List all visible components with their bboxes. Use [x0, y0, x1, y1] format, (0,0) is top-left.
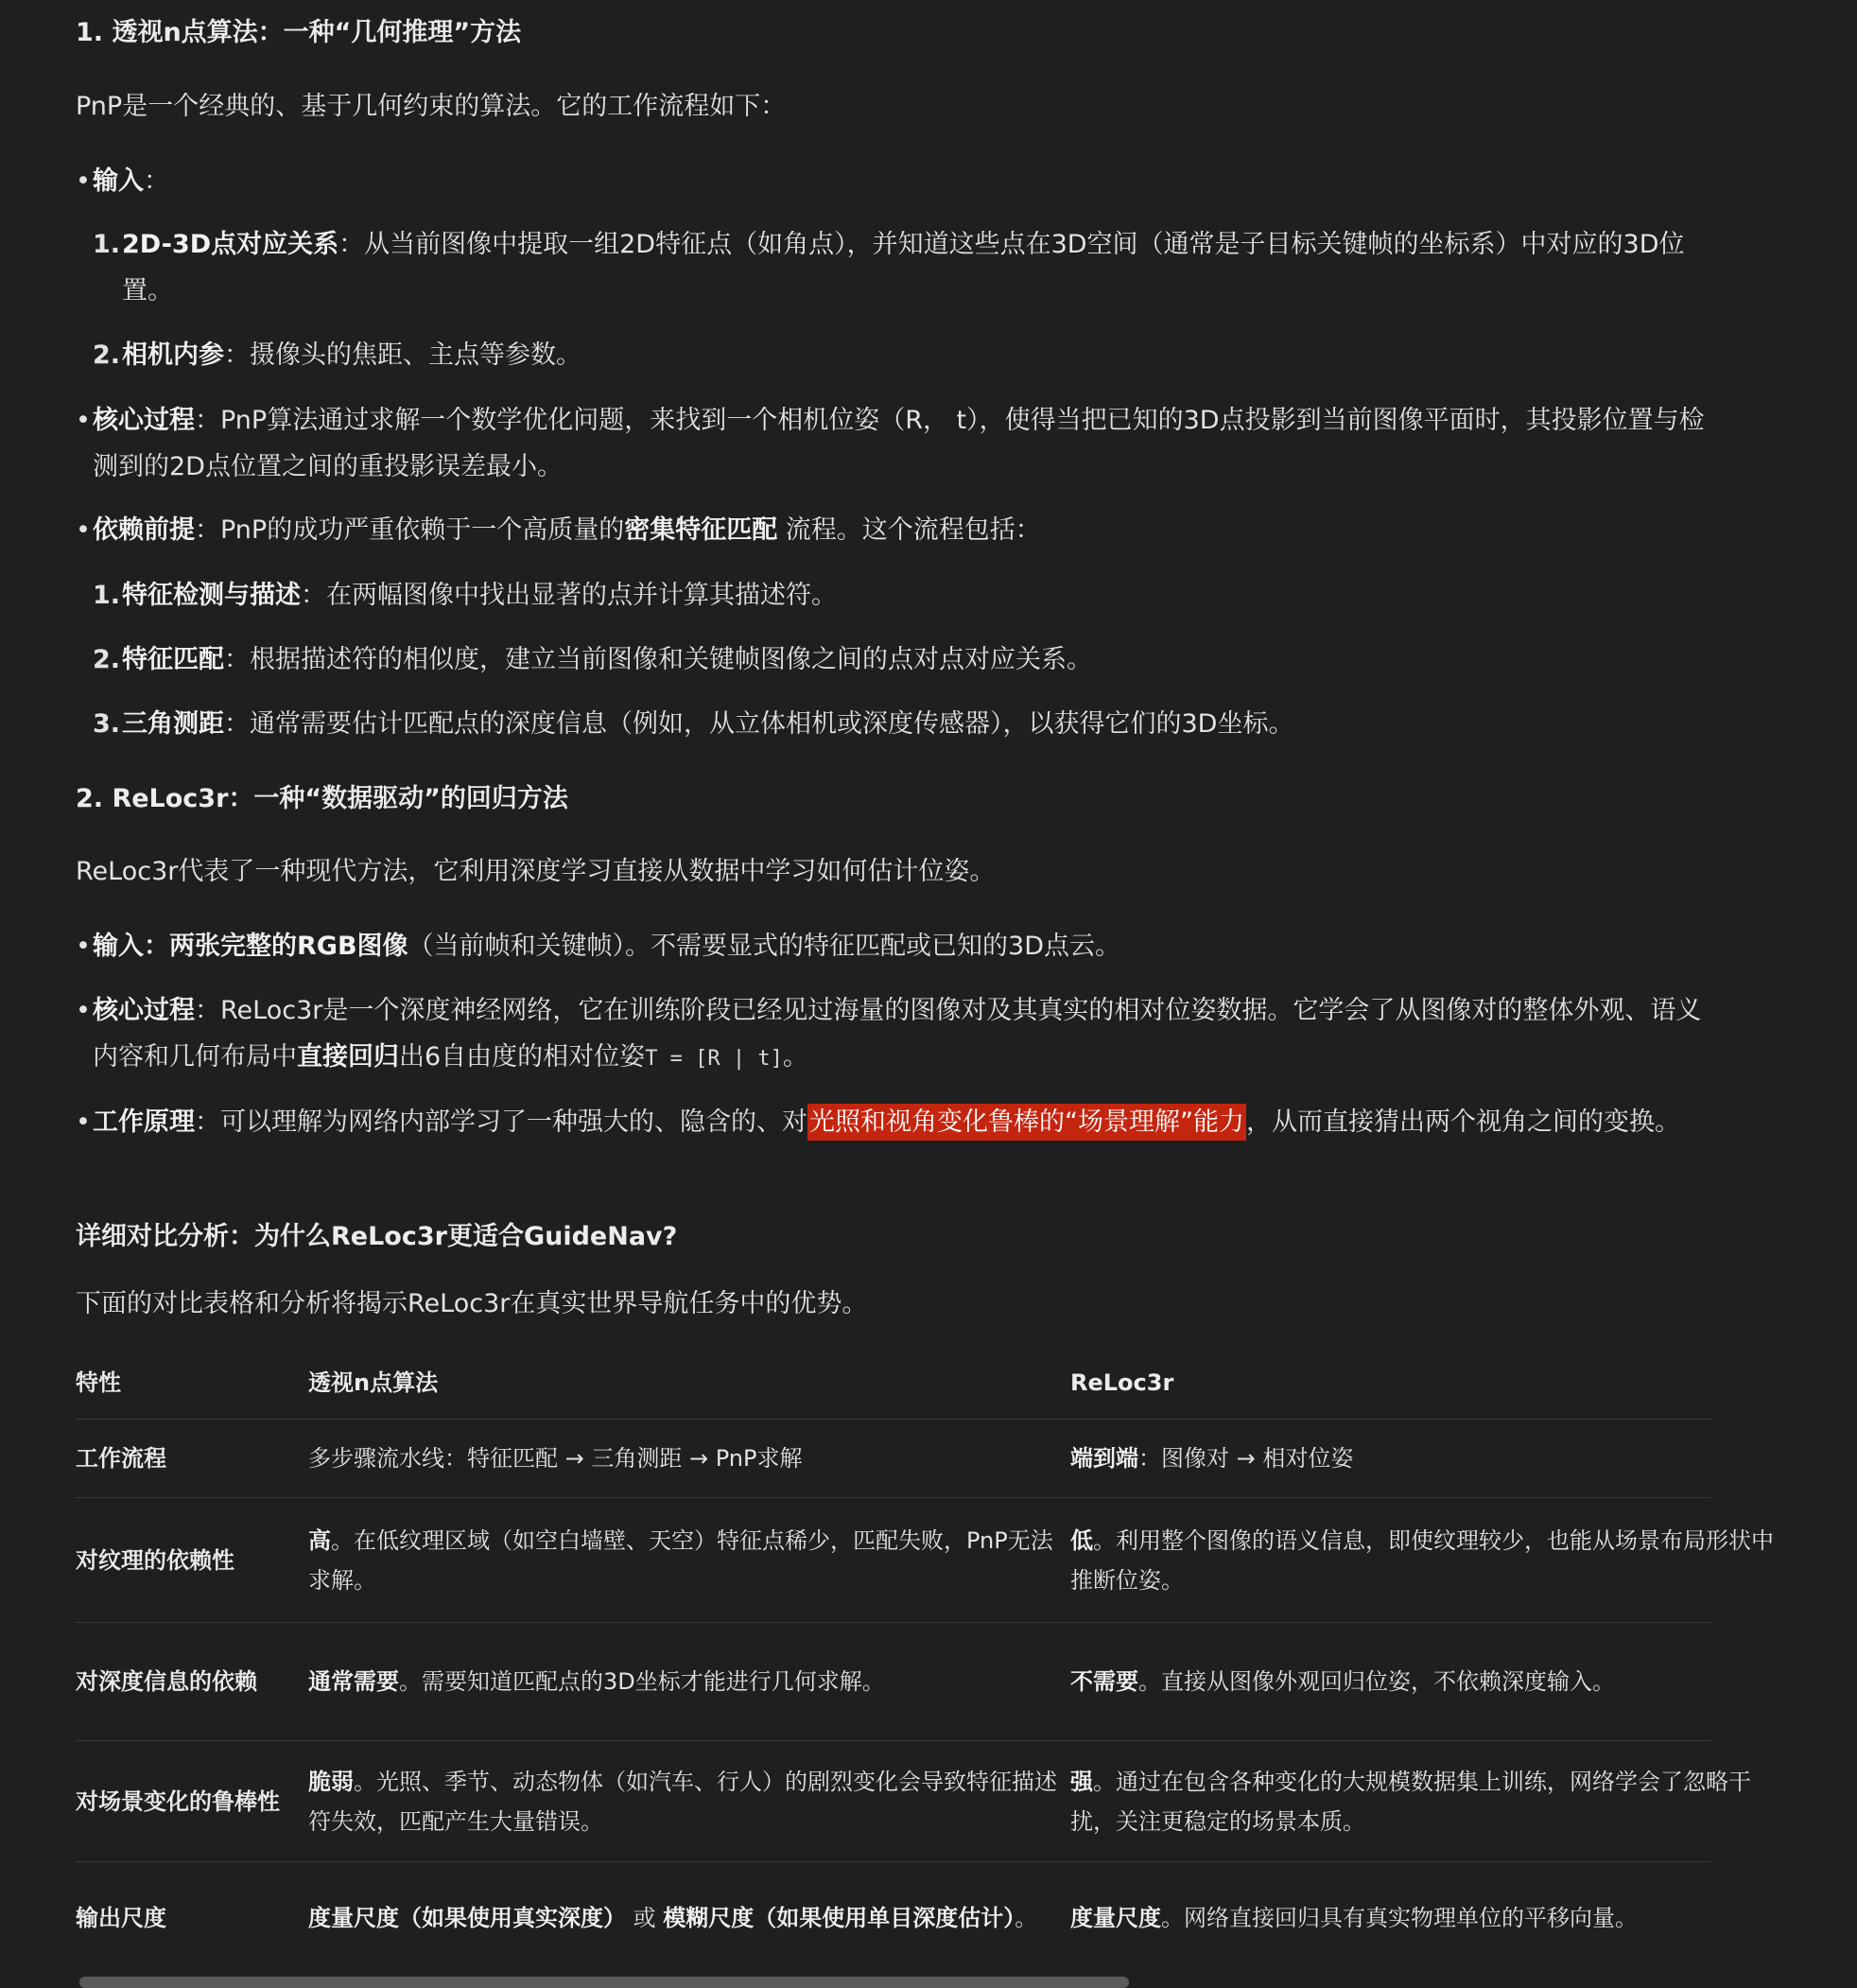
comparison-table — [76, 1347, 1774, 1974]
table-row — [76, 1498, 1774, 1623]
table-cell: 端到端：图像对 → 相对位姿 — [1070, 1445, 1354, 1472]
list-item: 2. 特征匹配：根据描述符的相似度，建立当前图像和关键帧图像之间的点对点对应关系。 — [93, 645, 1092, 674]
table-cell: 度量尺度（如果使用真实深度） 或 模糊尺度（如果使用单目深度估计）。 — [308, 1905, 1038, 1931]
section-heading-reloc3r: 2. ReLoc3r：一种“数据驱动”的回归方法 — [76, 784, 568, 813]
bullet-input: • 输入：两张完整的RGB图像（当前帧和关键帧）。不需要显式的特征匹配或已知的3D点云。 — [76, 923, 1711, 969]
table-cell: 低。利用整个图像的语义信息，即使纹理较少，也能从场景布局形状中推断位姿。 — [1070, 1526, 1774, 1594]
table-cell: 对纹理的依赖性 — [76, 1546, 234, 1574]
table-cell: 度量尺度。网络直接回归具有真实物理单位的平移向量。 — [1070, 1905, 1638, 1931]
horizontal-scrollbar[interactable] — [79, 1977, 1129, 1988]
table-header-row — [76, 1347, 1711, 1420]
table-row — [76, 1420, 1711, 1498]
table-cell: 输出尺度 — [76, 1905, 166, 1931]
list-item: 2. 相机内参：摄像头的焦距、主点等参数。 — [93, 340, 581, 370]
table-cell: 不需要。直接从图像外观回归位姿，不依赖深度输入。 — [1070, 1668, 1615, 1695]
paragraph-reloc3r-intro: ReLoc3r代表了一种现代方法，它利用深度学习直接从数据中学习如何估计位姿。 — [76, 857, 996, 886]
text-highlight-selection[interactable]: 光照和视角变化鲁棒的“场景理解”能力 — [807, 1104, 1246, 1141]
list-item: 3. 三角测距：通常需要估计匹配点的深度信息（例如，从立体相机或深度传感器），以获得它们的3D坐标。 — [93, 709, 1294, 739]
section-heading-comparison: 详细对比分析：为什么ReLoc3r更适合GuideNav? — [76, 1222, 678, 1251]
bullet-core-process: • 核心过程：ReLoc3r是一个深度神经网络，它在训练阶段已经见过海量的图像对及其真实的相对位姿数据。它学会了从图像对的整体外观、语义内容和几何布局中直接回归出6自由度的相对位姿T = [R | t]。 — [76, 987, 1711, 1082]
list-item: 1. 2D-3D点对应关系：从当前图像中提取一组2D特征点（如角点），并知道这些点在3D空间（通常是子目标关键帧的坐标系）中对应的3D位置。 — [93, 230, 1685, 305]
bullet-working-principle: • 工作原理：可以理解为网络内部学习了一种强大的、隐含的、对光照和视角变化鲁棒的“场景理解”能力，从而直接猜出两个视角之间的变换。 — [76, 1099, 1711, 1145]
table-header-cell: ReLoc3r — [1070, 1369, 1174, 1396]
table-cell: 对深度信息的依赖 — [76, 1668, 257, 1695]
table-cell: 高。在低纹理区域（如空白墙壁、天空）特征点稀少，匹配失败，PnP无法求解。 — [308, 1526, 1053, 1594]
table-header-cell: 透视n点算法 — [308, 1369, 439, 1396]
table-row — [76, 1862, 1711, 1974]
table-row — [76, 1741, 1751, 1862]
table-header-cell: 特性 — [76, 1369, 121, 1396]
table-cell: 工作流程 — [76, 1445, 166, 1472]
table-row — [76, 1623, 1711, 1741]
bullet-label: 输入 — [93, 166, 144, 196]
table-cell: 对场景变化的鲁棒性 — [76, 1787, 280, 1815]
table-cell: 脆弱。光照、季节、动态物体（如汽车、行人）的剧烈变化会导致特征描述符失效，匹配产生大量错误。 — [308, 1768, 1057, 1835]
bullet-input: • 输入： — [76, 158, 1711, 204]
bullet-core-process: • 核心过程：PnP算法通过求解一个数学优化问题，来找到一个相机位姿（R， t），使得当把已知的3D点投影到当前图像平面时，其投影位置与检测到的2D点位置之间的重投影误差最小。 — [76, 397, 1711, 490]
table-cell: 强。通过在包含各种变化的大规模数据集上训练，网络学会了忽略干扰，关注更稳定的场景本质。 — [1070, 1768, 1751, 1835]
inline-code: T = [R | t] — [645, 1047, 783, 1071]
bullet-dependency: • 依赖前提：PnP的成功严重依赖于一个高质量的密集特征匹配 流程。这个流程包括： — [76, 507, 1711, 553]
paragraph-comparison-intro: 下面的对比表格和分析将揭示ReLoc3r在真实世界导航任务中的优势。 — [76, 1289, 868, 1318]
table-cell: 多步骤流水线：特征匹配 → 三角测距 → PnP求解 — [308, 1445, 803, 1472]
table-cell: 通常需要。需要知道匹配点的3D坐标才能进行几何求解。 — [308, 1668, 885, 1695]
list-item: 1. 特征检测与描述：在两幅图像中找出显著的点并计算其描述符。 — [93, 581, 837, 610]
paragraph-pnp-intro: PnP是一个经典的、基于几何约束的算法。它的工作流程如下： — [76, 92, 787, 121]
section-heading-pnp: 1. 透视n点算法：一种“几何推理”方法 — [76, 18, 522, 47]
